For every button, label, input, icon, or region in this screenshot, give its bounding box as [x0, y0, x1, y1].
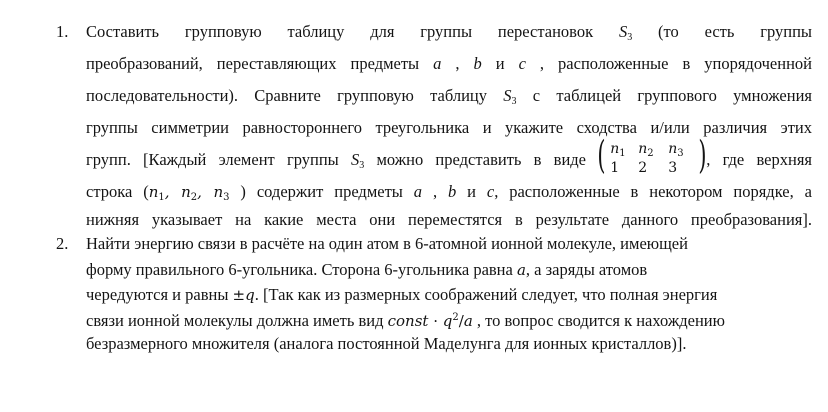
group-symbol: $S_3$	[350, 150, 365, 171]
matrix-bottom-1: 1	[610, 160, 620, 177]
problem-2-line-2: форму правильного 6-угольника. Сторона 6-угольника равна a, а заряды атомов	[86, 260, 648, 279]
problem-1-line-5: групп. [Каждый элемент группы $S_3$ можно представить в виде ( $n_1$ $n_2$ $n_3$ 1 2 3 ) , где верхняя	[86, 133, 813, 178]
plus-minus-q: ±q	[232, 286, 255, 304]
matrix-bottom-3: 3	[668, 160, 678, 177]
tuple-n: $n_1$, $n_2$, $n_3$	[148, 183, 230, 203]
problem-1-line-3: последовательности). Сравните групповую таблицу $S_3$ с таблицей группового умножения	[86, 86, 812, 107]
group-symbol: $S_3$	[503, 86, 517, 107]
matrix-top-2: $n_2$	[638, 141, 654, 160]
right-paren: )	[698, 133, 707, 178]
problem-1-line-1: Составить групповую таблицу для группы перестановок $S_3$ (то есть группы	[86, 22, 813, 43]
problem-1-line-7: нижняя указывает на какие места они переместятся в результате данного преобразования].	[86, 210, 812, 229]
problem-1-line-4: группы симметрии равностороннего треугольника и укажите сходства и/или различия этих	[86, 118, 812, 137]
problem-1-number: 1.	[56, 22, 69, 41]
problem-2-number: 2.	[56, 234, 69, 253]
energy-formula: const · $q^2/a$	[387, 312, 473, 330]
problem-2-line-5: безразмерного множителя (аналога постоянной Маделунга для ионных кристаллов)].	[86, 334, 687, 353]
problem-2-line-4: связи ионной молекулы должна иметь вид const · $q^2/a$ , то вопрос сводится к нахождению	[86, 311, 725, 330]
matrix-top-1: $n_1$	[610, 141, 626, 160]
problem-1-line-6: строка ($n_1$, $n_2$, $n_3$ ) содержит предметы a , b и c, расположенные в некотором порядке, а	[86, 182, 812, 203]
matrix-top-3: $n_3$	[668, 141, 684, 160]
matrix-bottom-2: 2	[638, 160, 648, 177]
group-symbol: $S_3$	[618, 22, 633, 43]
permutation-matrix	[597, 133, 707, 179]
problem-2-line-3: чередуются и равны ±q. [Так как из размерных соображений следует, что полная энергия	[86, 285, 718, 304]
left-paren: (	[597, 133, 606, 178]
problem-1-line-2: преобразований, переставляющих предметы a , b и c , расположенные в упорядоченной	[86, 54, 812, 73]
problem-2-line-1: Найти энергию связи в расчёте на один атом в 6-атомной ионной молекуле, имеющей	[86, 234, 688, 253]
